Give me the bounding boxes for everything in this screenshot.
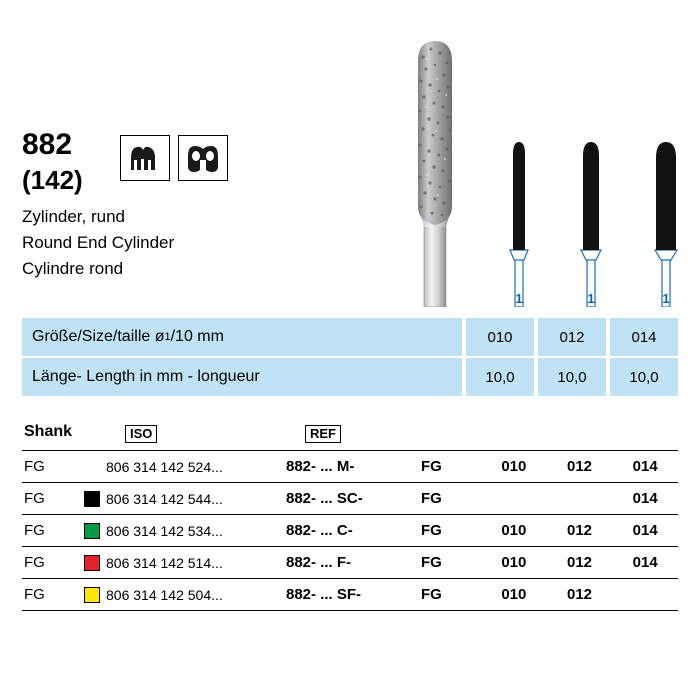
row-iso: 806 314 142 514... bbox=[106, 554, 223, 571]
size-label-text: Größe/Size/taille ø bbox=[32, 328, 165, 345]
row-iso: 806 314 142 524... bbox=[106, 458, 223, 475]
row-color-swatch bbox=[84, 587, 106, 603]
size-row-length bbox=[22, 358, 678, 396]
row-size-012: 012 bbox=[566, 458, 593, 475]
row-shank2: FG bbox=[421, 554, 442, 571]
row-color-swatch bbox=[84, 555, 106, 571]
tooth-crown-icon bbox=[120, 135, 170, 181]
row-size-010: 010 bbox=[501, 522, 527, 539]
table-row bbox=[22, 578, 678, 611]
row-size-010: 010 bbox=[501, 458, 527, 475]
bur-label-014: 1 bbox=[662, 291, 670, 306]
row-size-012: 012 bbox=[566, 522, 593, 539]
size-label-frac-tail: /10 mm bbox=[170, 328, 224, 345]
row-shank: FG bbox=[24, 586, 45, 603]
bur-illustration-010 bbox=[495, 132, 543, 312]
row-iso: 806 314 142 504... bbox=[106, 586, 223, 603]
bur-label-010: 1 bbox=[515, 291, 523, 306]
row-size-014: 014 bbox=[632, 458, 658, 475]
bur-illustration-014 bbox=[638, 132, 694, 312]
size-value-010: 010 bbox=[466, 318, 534, 356]
tooth-crown-glyph bbox=[121, 136, 169, 180]
table-row bbox=[22, 514, 678, 546]
row-shank: FG bbox=[24, 458, 45, 475]
row-shank2: FG bbox=[421, 522, 442, 539]
size-row-diameter bbox=[22, 318, 678, 356]
length-value-014: 10,0 bbox=[610, 358, 678, 396]
row-size-010: 010 bbox=[501, 586, 527, 603]
row-iso: 806 314 142 534... bbox=[106, 522, 223, 539]
product-name-de: Zylinder, rund bbox=[22, 207, 125, 226]
bur-illustration-012 bbox=[565, 132, 617, 312]
product-code-sub: (142) bbox=[22, 165, 83, 195]
row-size-012: 012 bbox=[566, 554, 593, 571]
product-names bbox=[22, 204, 272, 282]
row-shank2: FG bbox=[421, 490, 442, 507]
bur-014-svg bbox=[638, 132, 694, 307]
row-size-014: 014 bbox=[632, 490, 658, 507]
row-shank: FG bbox=[24, 490, 45, 507]
row-size-012: 012 bbox=[566, 586, 593, 603]
row-shank2: FG bbox=[421, 458, 442, 475]
row-iso: 806 314 142 544... bbox=[106, 490, 223, 507]
row-color-swatch bbox=[84, 523, 106, 539]
tooth-occlusal-icon bbox=[178, 135, 228, 181]
product-name-en: Round End Cylinder bbox=[22, 233, 175, 252]
length-value-012: 10,0 bbox=[538, 358, 606, 396]
product-name-fr: Cylindre rond bbox=[22, 259, 124, 278]
table-row bbox=[22, 482, 678, 514]
size-row-length-label: Länge- Length in mm - longueur bbox=[22, 358, 462, 396]
size-label-frac: 1 bbox=[164, 331, 171, 343]
row-ref: 882- ... SC- bbox=[286, 490, 363, 507]
bur-010-svg bbox=[495, 132, 543, 307]
iso-label: ISO bbox=[125, 425, 157, 443]
row-size-014: 014 bbox=[632, 554, 658, 571]
page-title: 882 bbox=[22, 128, 73, 161]
ref-table bbox=[22, 450, 678, 611]
row-shank2: FG bbox=[421, 586, 442, 603]
size-table bbox=[22, 318, 678, 398]
shank-title: Shank bbox=[24, 423, 73, 440]
row-ref: 882- ... M- bbox=[286, 458, 355, 475]
row-shank: FG bbox=[24, 554, 45, 571]
bur-label-012: 1 bbox=[587, 291, 595, 306]
indication-icons bbox=[120, 135, 228, 181]
shank-header bbox=[22, 420, 678, 450]
size-value-012: 012 bbox=[538, 318, 606, 356]
size-row-diameter-label bbox=[22, 318, 462, 356]
bur-012-svg bbox=[565, 132, 617, 307]
table-row bbox=[22, 546, 678, 578]
size-value-014: 014 bbox=[610, 318, 678, 356]
length-value-010: 10,0 bbox=[466, 358, 534, 396]
ref-label: REF bbox=[305, 425, 341, 443]
row-shank: FG bbox=[24, 522, 45, 539]
row-ref: 882- ... SF- bbox=[286, 586, 362, 603]
row-size-014: 014 bbox=[632, 522, 658, 539]
row-size-010: 010 bbox=[501, 554, 527, 571]
row-ref: 882- ... C- bbox=[286, 522, 353, 539]
table-row bbox=[22, 450, 678, 482]
bur-illustration-large bbox=[390, 35, 480, 312]
row-color-swatch bbox=[84, 491, 106, 507]
row-ref: 882- ... F- bbox=[286, 554, 352, 571]
bur-large-svg bbox=[390, 35, 480, 307]
bur-illustrations bbox=[390, 40, 690, 312]
tooth-occlusal-glyph bbox=[179, 136, 227, 180]
